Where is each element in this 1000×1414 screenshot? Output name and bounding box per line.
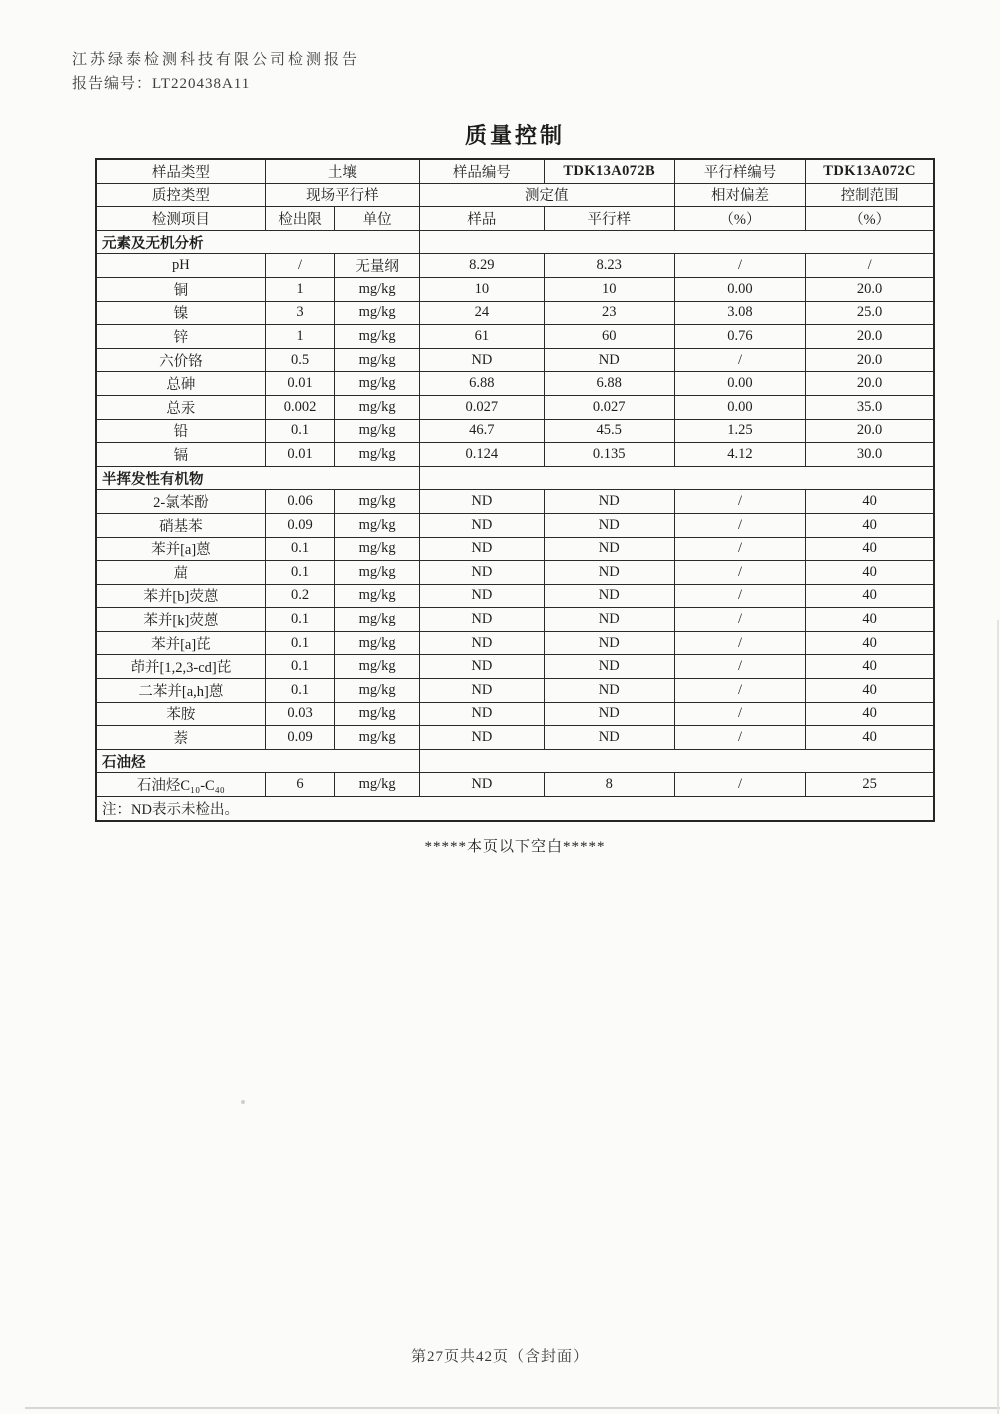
table-cell: 40 <box>806 726 934 750</box>
page-number-footer: 第27页共42页（含封面） <box>410 1349 589 1365</box>
table-cell: 20.0 <box>806 372 934 396</box>
table-row <box>96 537 934 561</box>
table-cell: 土壤 <box>265 159 419 183</box>
table-cell: 2-氯苯酚 <box>96 490 265 514</box>
table-cell: / <box>674 726 806 750</box>
table-cell: 无量纲 <box>335 254 420 278</box>
table-cell: 萘 <box>96 726 265 750</box>
table-cell: 锌 <box>96 325 265 349</box>
table-cell: / <box>674 655 806 679</box>
table-cell: ND <box>544 348 674 372</box>
table-cell: 样品编号 <box>419 159 544 183</box>
table-cell: 铅 <box>96 419 265 443</box>
table-cell: （%） <box>674 207 806 231</box>
table-cell: 0.06 <box>265 490 335 514</box>
table-cell: 20.0 <box>806 277 934 301</box>
table-cell: 0.1 <box>265 419 335 443</box>
table-cell: 0.135 <box>544 443 674 467</box>
page-title: 质量控制 <box>464 123 565 148</box>
section-row <box>96 466 934 490</box>
section-row <box>96 230 934 254</box>
table-cell: mg/kg <box>335 773 420 797</box>
table-cell: 46.7 <box>419 419 544 443</box>
table-cell: mg/kg <box>335 443 420 467</box>
table-cell: 0.5 <box>265 348 335 372</box>
table-cell: mg/kg <box>335 372 420 396</box>
table-cell: / <box>674 254 806 278</box>
table-cell: ND <box>544 537 674 561</box>
table-row <box>96 372 934 396</box>
table-cell: ND <box>419 679 544 703</box>
table-cell: ND <box>544 513 674 537</box>
table-cell: 茚并[1,2,3-cd]芘 <box>96 655 265 679</box>
table-cell: 总砷 <box>96 372 265 396</box>
table-row <box>96 277 934 301</box>
table-cell: 40 <box>806 537 934 561</box>
table-cell: 平行样 <box>544 207 674 231</box>
table-row <box>96 702 934 726</box>
table-cell: mg/kg <box>335 513 420 537</box>
table-cell: 40 <box>806 490 934 514</box>
table-cell: 苯并[a]蒽 <box>96 537 265 561</box>
table-cell: 0.76 <box>674 325 806 349</box>
table-cell: 现场平行样 <box>265 183 419 207</box>
meta-row <box>96 183 934 207</box>
table-cell: 40 <box>806 608 934 632</box>
table-cell: ND <box>544 561 674 585</box>
table-cell: mg/kg <box>335 655 420 679</box>
table-row <box>96 490 934 514</box>
table-cell: ND <box>544 584 674 608</box>
table-cell: 45.5 <box>544 419 674 443</box>
table-cell: 0.002 <box>265 395 335 419</box>
table-cell: 样品类型 <box>96 159 265 183</box>
table-cell: / <box>674 702 806 726</box>
table-cell: 镉 <box>96 443 265 467</box>
table-cell: 0.00 <box>674 372 806 396</box>
table-cell: 0.03 <box>265 702 335 726</box>
table-cell: 0.124 <box>419 443 544 467</box>
table-cell: 6.88 <box>544 372 674 396</box>
report-number-line: 报告编号：LT220438A11 <box>72 76 251 92</box>
table-cell: 0.09 <box>265 726 335 750</box>
table-cell: / <box>674 773 806 797</box>
scan-edge-bottom <box>25 1407 1000 1409</box>
table-cell: mg/kg <box>335 679 420 703</box>
table-cell: 二苯并[a,h]蒽 <box>96 679 265 703</box>
table-cell: 1 <box>265 325 335 349</box>
table-cell: mg/kg <box>335 631 420 655</box>
table-cell: mg/kg <box>335 325 420 349</box>
table-cell: ND <box>419 773 544 797</box>
table-cell: 单位 <box>335 207 420 231</box>
table-cell: 0.00 <box>674 277 806 301</box>
table-cell: 40 <box>806 561 934 585</box>
table-cell: 6 <box>265 773 335 797</box>
table-cell: 总汞 <box>96 395 265 419</box>
table-row <box>96 561 934 585</box>
table-cell: 0.1 <box>265 679 335 703</box>
table-cell: 䓛 <box>96 561 265 585</box>
table-cell: 40 <box>806 631 934 655</box>
table-row <box>96 301 934 325</box>
note-row <box>96 797 934 821</box>
table-row <box>96 254 934 278</box>
company-name-line: 江苏绿泰检测科技有限公司检测报告 <box>72 52 361 68</box>
table-row <box>96 395 934 419</box>
table-cell: 质控类型 <box>96 183 265 207</box>
table-cell: 苯并[k]荧蒽 <box>96 608 265 632</box>
table-cell: 0.1 <box>265 561 335 585</box>
table-cell: 0.1 <box>265 631 335 655</box>
scan-artifact-dot <box>241 1100 245 1104</box>
table-cell: ND <box>419 584 544 608</box>
table-cell: / <box>674 490 806 514</box>
table-cell: 1.25 <box>674 419 806 443</box>
table-cell: ND <box>544 631 674 655</box>
table-cell: mg/kg <box>335 490 420 514</box>
table-cell: ND <box>419 655 544 679</box>
blank-below-notice: *****本页以下空白***** <box>424 839 606 855</box>
table-cell: mg/kg <box>335 395 420 419</box>
table-cell: mg/kg <box>335 348 420 372</box>
table-cell: / <box>674 348 806 372</box>
table-cell: 40 <box>806 679 934 703</box>
table-row <box>96 631 934 655</box>
table-cell: 石油烃 <box>96 749 419 773</box>
table-row <box>96 419 934 443</box>
table-row <box>96 443 934 467</box>
table-cell: 8 <box>544 773 674 797</box>
table-cell: 25 <box>806 773 934 797</box>
table-cell: 平行样编号 <box>674 159 806 183</box>
table-cell: TDK13A072B <box>544 159 674 183</box>
table-cell: mg/kg <box>335 277 420 301</box>
table-row <box>96 679 934 703</box>
table-row <box>96 348 934 372</box>
scan-edge-right <box>997 620 999 1414</box>
table-cell: TDK13A072C <box>806 159 934 183</box>
table-cell: ND <box>544 608 674 632</box>
table-cell: 20.0 <box>806 325 934 349</box>
table-cell: 24 <box>419 301 544 325</box>
table-cell: 0.01 <box>265 372 335 396</box>
table-cell: ND <box>544 679 674 703</box>
table-row <box>96 608 934 632</box>
table-row <box>96 513 934 537</box>
table-cell: 苯并[b]荧蒽 <box>96 584 265 608</box>
table-cell: / <box>265 254 335 278</box>
table-cell <box>419 749 934 773</box>
table-cell: 3 <box>265 301 335 325</box>
report-header <box>72 48 360 96</box>
table-cell: 六价铬 <box>96 348 265 372</box>
meta-row <box>96 159 934 183</box>
table-cell: 40 <box>806 584 934 608</box>
table-cell: ND <box>419 726 544 750</box>
meta-row <box>96 207 934 231</box>
quality-control-table <box>95 158 935 822</box>
table-cell: 测定值 <box>419 183 674 207</box>
table-cell: 40 <box>806 702 934 726</box>
table-cell: 60 <box>544 325 674 349</box>
table-cell: mg/kg <box>335 561 420 585</box>
table-cell: 1 <box>265 277 335 301</box>
table-cell: 8.23 <box>544 254 674 278</box>
table-cell: / <box>674 561 806 585</box>
table-cell: 20.0 <box>806 419 934 443</box>
table-cell: 23 <box>544 301 674 325</box>
table-cell: 元素及无机分析 <box>96 230 419 254</box>
table-cell: 镍 <box>96 301 265 325</box>
table-cell: 0.1 <box>265 608 335 632</box>
table-row <box>96 773 934 797</box>
table-cell: 注：ND表示未检出。 <box>96 797 934 821</box>
table-cell: ND <box>544 655 674 679</box>
table-cell: mg/kg <box>335 608 420 632</box>
table-cell: 30.0 <box>806 443 934 467</box>
table-cell: 10 <box>544 277 674 301</box>
table-cell: / <box>674 584 806 608</box>
table-cell: / <box>806 254 934 278</box>
table-cell: mg/kg <box>335 702 420 726</box>
table-cell: ND <box>544 726 674 750</box>
table-cell: 0.027 <box>544 395 674 419</box>
table-row <box>96 726 934 750</box>
table-cell: ND <box>419 702 544 726</box>
table-cell: （%） <box>806 207 934 231</box>
table-cell: 铜 <box>96 277 265 301</box>
table-cell: / <box>674 631 806 655</box>
table-cell: ND <box>544 702 674 726</box>
table-cell: / <box>674 608 806 632</box>
table-row <box>96 325 934 349</box>
table-cell: / <box>674 513 806 537</box>
table-cell: 样品 <box>419 207 544 231</box>
table-cell: mg/kg <box>335 584 420 608</box>
table-cell: 0.09 <box>265 513 335 537</box>
table-cell <box>419 466 934 490</box>
table-cell: / <box>674 537 806 561</box>
qc-table-body <box>96 159 934 821</box>
table-row <box>96 655 934 679</box>
table-cell: 40 <box>806 655 934 679</box>
table-cell: ND <box>419 537 544 561</box>
table-cell: mg/kg <box>335 537 420 561</box>
table-cell: ND <box>419 490 544 514</box>
table-cell: mg/kg <box>335 301 420 325</box>
table-cell: / <box>674 679 806 703</box>
table-cell <box>419 230 934 254</box>
section-row <box>96 749 934 773</box>
table-cell: 0.1 <box>265 537 335 561</box>
table-cell: 8.29 <box>419 254 544 278</box>
table-cell: 4.12 <box>674 443 806 467</box>
table-cell: 半挥发性有机物 <box>96 466 419 490</box>
table-cell: mg/kg <box>335 726 420 750</box>
table-cell: 6.88 <box>419 372 544 396</box>
table-cell: ND <box>419 513 544 537</box>
table-cell: 0.00 <box>674 395 806 419</box>
table-cell: 35.0 <box>806 395 934 419</box>
table-cell: 检出限 <box>265 207 335 231</box>
table-cell: 10 <box>419 277 544 301</box>
table-cell: mg/kg <box>335 419 420 443</box>
table-cell: 25.0 <box>806 301 934 325</box>
table-cell: 0.2 <box>265 584 335 608</box>
table-cell: 20.0 <box>806 348 934 372</box>
table-cell: 0.027 <box>419 395 544 419</box>
table-cell: 硝基苯 <box>96 513 265 537</box>
table-cell: ND <box>419 631 544 655</box>
table-cell: ND <box>419 561 544 585</box>
table-cell: 石油烃C₁₀-C₄₀ <box>96 773 265 797</box>
table-cell: ND <box>544 490 674 514</box>
table-cell: 61 <box>419 325 544 349</box>
table-cell: 苯并[a]芘 <box>96 631 265 655</box>
table-cell: 3.08 <box>674 301 806 325</box>
table-cell: 苯胺 <box>96 702 265 726</box>
table-cell: ND <box>419 348 544 372</box>
table-cell: 0.1 <box>265 655 335 679</box>
table-cell: pH <box>96 254 265 278</box>
table-cell: 检测项目 <box>96 207 265 231</box>
table-cell: 0.01 <box>265 443 335 467</box>
table-cell: ND <box>419 608 544 632</box>
table-cell: 相对偏差 <box>674 183 806 207</box>
table-row <box>96 584 934 608</box>
table-cell: 40 <box>806 513 934 537</box>
table-cell: 控制范围 <box>806 183 934 207</box>
